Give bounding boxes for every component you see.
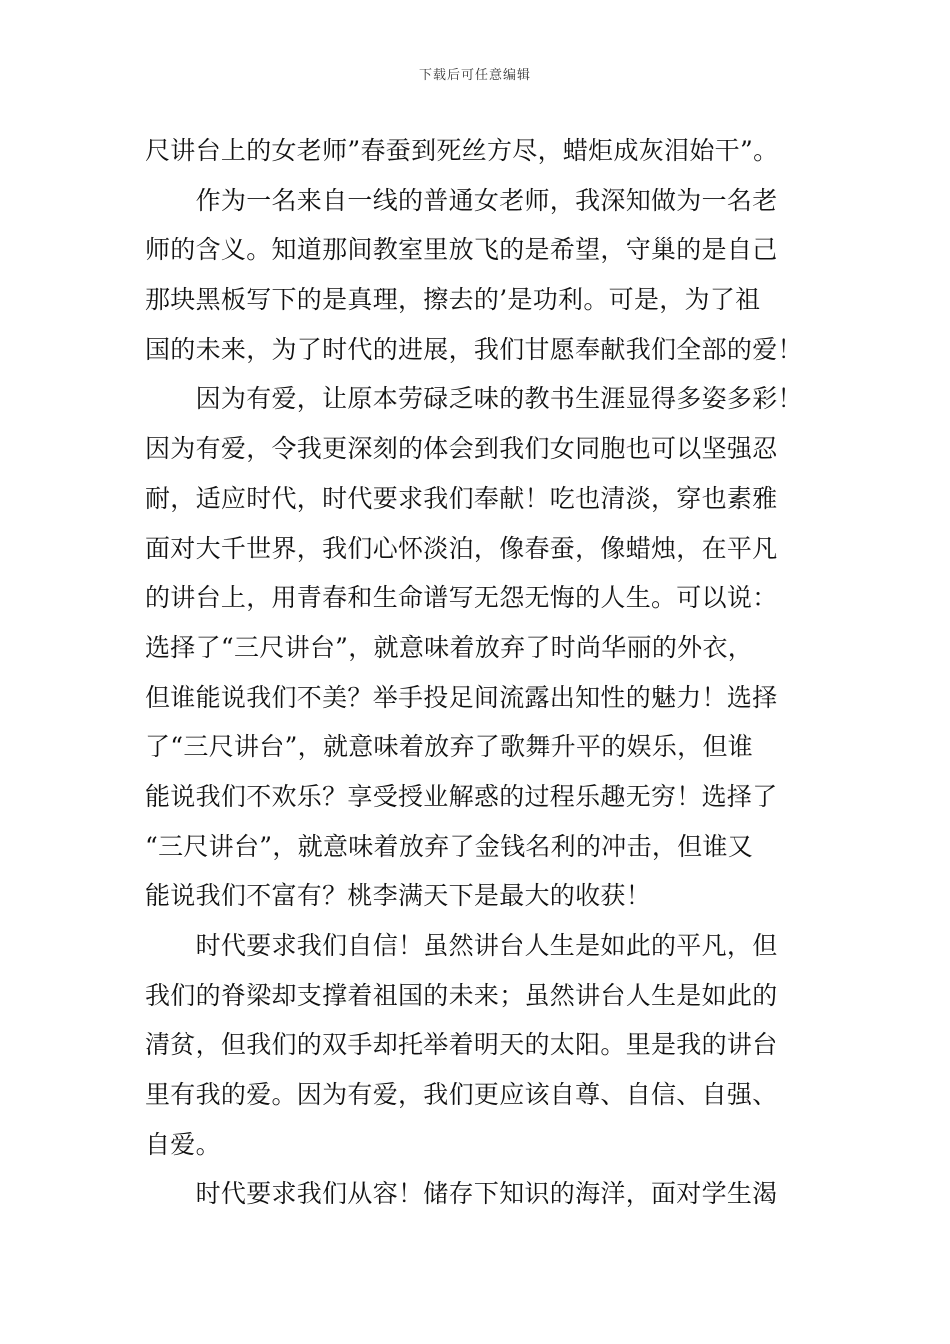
text-line: 选择了“三尺讲台”，就意味着放弃了时尚华丽的外衣， — [145, 632, 754, 662]
text-line: 里有我的爱。因为有爱，我们更应该自尊、自信、自强、 — [145, 1080, 778, 1110]
text-line: 时代要求我们自信！虽然讲台人生是如此的平凡，但 — [145, 931, 778, 960]
text-line: 我们的脊梁却支撑着祖国的未来；虽然讲台人生是如此的 — [145, 980, 778, 1010]
text-line: 尺讲台上的女老师”春蚕到死丝方尽，蜡炬成灰泪始干”。 — [145, 136, 779, 165]
text-line: 能说我们不富有？桃李满天下是最大的收获！ — [145, 881, 652, 911]
text-line: 因为有爱，令我更深刻的体会到我们女同胞也可以坚强忍 — [145, 434, 778, 464]
text-line: 因为有爱，让原本劳碌乏味的教书生涯显得多姿多彩！ — [145, 384, 803, 414]
text-line: 作为一名来自一线的普通女老师，我深知做为一名老 — [145, 185, 778, 215]
document-body — [145, 126, 825, 1219]
text-line: 时代要求我们从容！储存下知识的海洋，面对学生渴 — [145, 1179, 778, 1209]
text-line: 能说我们不欢乐？享受授业解惑的过程乐趣无穷！选择了 — [145, 781, 778, 811]
text-line: 了“三尺讲台”，就意味着放弃了歌舞升平的娱乐，但谁 — [145, 732, 754, 762]
page-header: 下载后可任意编辑 — [418, 68, 531, 83]
text-line: 耐，适应时代，时代要求我们奉献！吃也清淡，穿也素雅 — [145, 483, 778, 513]
text-line: “三尺讲台”，就意味着放弃了金钱名利的冲击，但谁又 — [145, 831, 754, 861]
text-line: 的讲台上，用青春和生命谱写无怨无悔的人生。可以说： — [145, 583, 778, 613]
text-line: 清贫，但我们的双手却托举着明天的太阳。里是我的讲台 — [145, 1030, 778, 1060]
text-line: 师的含义。知道那间教室里放飞的是希望，守巢的是自己 — [145, 235, 778, 265]
text-line: 那块黑板写下的是真理，擦去的’是功利。可是，为了祖 — [145, 285, 761, 315]
text-line: 面对大千世界，我们心怀淡泊，像春蚕，像蜡烛，在平凡 — [145, 533, 778, 563]
text-line: 自爱。 — [145, 1129, 221, 1159]
text-line: 国的未来，为了时代的进展，我们甘愿奉献我们全部的爱！ — [145, 334, 803, 364]
text-line: 但谁能说我们不美？举手投足间流露出知性的魅力！选择 — [145, 682, 778, 712]
